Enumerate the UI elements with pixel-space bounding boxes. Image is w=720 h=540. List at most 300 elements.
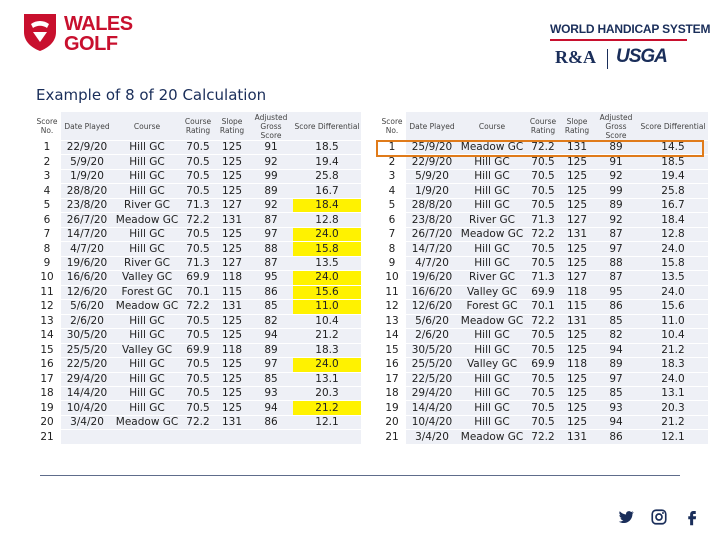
cell-slope-rating: 125 xyxy=(560,415,594,429)
whs-divider xyxy=(550,39,687,41)
cell-adjusted-gross-score: 82 xyxy=(594,329,638,343)
cell-score-differential: 18.4 xyxy=(638,213,708,227)
cell-score-no: 7 xyxy=(378,227,406,241)
table-row xyxy=(33,227,361,241)
twitter-icon[interactable] xyxy=(617,508,635,526)
cell-adjusted-gross-score: 91 xyxy=(249,141,293,155)
cell-adjusted-gross-score: 87 xyxy=(249,213,293,227)
new-score-highlight-box xyxy=(376,140,704,157)
cell-slope-rating: 125 xyxy=(560,198,594,212)
cell-course: Hill GC xyxy=(113,227,181,241)
table-body xyxy=(378,141,708,445)
cell-slope-rating: 125 xyxy=(560,169,594,183)
cell-course-rating: 70.5 xyxy=(181,141,215,155)
cell-score-differential: 10.4 xyxy=(293,314,361,328)
cell-adjusted-gross-score: 94 xyxy=(249,401,293,415)
cell-score-no: 4 xyxy=(33,184,61,198)
cell-slope-rating: 125 xyxy=(215,242,249,256)
table-row xyxy=(33,401,361,415)
header-slope-rating: Slope Rating xyxy=(560,112,594,141)
cell-score-differential: 10.4 xyxy=(638,329,708,343)
cell-slope-rating: 131 xyxy=(560,141,594,155)
facebook-icon[interactable] xyxy=(683,508,701,526)
table-row xyxy=(33,271,361,285)
cell-date-played: 3/4/20 xyxy=(406,430,458,444)
cell-adjusted-gross-score: 89 xyxy=(594,358,638,372)
cell-course: Hill GC xyxy=(458,242,526,256)
table-row xyxy=(378,271,708,285)
table-row xyxy=(378,198,708,212)
cell-score-no: 10 xyxy=(33,271,61,285)
cell-slope-rating: 131 xyxy=(215,300,249,314)
cell-course: Hill GC xyxy=(113,386,181,400)
cell-course-rating: 70.5 xyxy=(526,372,560,386)
cell-date-played: 23/8/20 xyxy=(406,213,458,227)
header-score-differential: Score Differential xyxy=(638,112,708,141)
header-slope-rating: Slope Rating xyxy=(215,112,249,141)
table-row xyxy=(33,386,361,400)
cell-score-no: 20 xyxy=(33,415,61,429)
cell-course-rating: 70.5 xyxy=(526,401,560,415)
table-row xyxy=(33,329,361,343)
cell-course: Hill GC xyxy=(458,198,526,212)
cell-score-differential: 21.2 xyxy=(638,343,708,357)
table-row xyxy=(378,169,708,183)
cell-score-differential: 16.7 xyxy=(293,184,361,198)
cell-adjusted-gross-score: 95 xyxy=(249,271,293,285)
cell-score-differential: 18.5 xyxy=(293,141,361,155)
table-row xyxy=(33,372,361,386)
cell-adjusted-gross-score: 97 xyxy=(594,372,638,386)
cell-course-rating: 70.5 xyxy=(181,227,215,241)
whs-logo xyxy=(550,22,711,73)
cell-course: River GC xyxy=(113,198,181,212)
brand-line2: GOLF xyxy=(64,33,118,55)
cell-course: Valley GC xyxy=(458,285,526,299)
cell-course-rating: 70.5 xyxy=(181,386,215,400)
table-row xyxy=(33,358,361,372)
cell-course-rating: 71.3 xyxy=(181,256,215,270)
cell-score-differential: 13.1 xyxy=(638,386,708,400)
cell-course-rating: 70.5 xyxy=(181,329,215,343)
cell-score-differential: 15.8 xyxy=(293,242,361,256)
cell-score-differential: 12.1 xyxy=(293,415,361,429)
cell-course-rating: 70.5 xyxy=(181,372,215,386)
cell-course-rating: 70.5 xyxy=(181,169,215,183)
cell-slope-rating: 125 xyxy=(560,386,594,400)
cell-course-rating: 70.5 xyxy=(181,314,215,328)
table-row xyxy=(33,184,361,198)
cell-score-differential: 13.5 xyxy=(638,271,708,285)
cell-score-no: 18 xyxy=(33,386,61,400)
cell-adjusted-gross-score: 95 xyxy=(594,285,638,299)
cell-score-differential: 12.1 xyxy=(638,430,708,444)
cell-score-differential: 20.3 xyxy=(293,386,361,400)
cell-score-no: 2 xyxy=(33,155,61,169)
table-row xyxy=(378,401,708,415)
cell-course-rating: 71.3 xyxy=(526,213,560,227)
cell-course: Hill GC xyxy=(458,169,526,183)
cell-course: Hill GC xyxy=(113,358,181,372)
cell-slope-rating: 131 xyxy=(560,430,594,444)
cell-date-played: 26/7/20 xyxy=(61,213,113,227)
cell-course-rating: 70.5 xyxy=(526,415,560,429)
cell-course: Hill GC xyxy=(458,386,526,400)
partner-logos xyxy=(550,47,690,73)
cell-slope-rating: 125 xyxy=(560,242,594,256)
cell-slope-rating: 125 xyxy=(215,314,249,328)
cell-course-rating: 72.2 xyxy=(526,314,560,328)
cell-course: Hill GC xyxy=(113,155,181,169)
cell-adjusted-gross-score: 97 xyxy=(249,227,293,241)
cell-course: Meadow GC xyxy=(458,430,526,444)
cell-course: Hill GC xyxy=(113,242,181,256)
cell-slope-rating: 125 xyxy=(215,155,249,169)
cell-date-played xyxy=(61,430,113,444)
cell-score-no: 11 xyxy=(33,285,61,299)
cell-score-differential: 21.2 xyxy=(638,415,708,429)
cell-score-no: 17 xyxy=(33,372,61,386)
cell-score-no: 12 xyxy=(33,300,61,314)
cell-date-played: 10/4/20 xyxy=(61,401,113,415)
table-row xyxy=(378,184,708,198)
cell-course: River GC xyxy=(458,213,526,227)
cell-adjusted-gross-score: 92 xyxy=(249,155,293,169)
cell-adjusted-gross-score: 89 xyxy=(249,184,293,198)
cell-score-no: 3 xyxy=(378,169,406,183)
cell-course: Hill GC xyxy=(458,155,526,169)
table-row xyxy=(33,141,361,155)
cell-date-played: 23/8/20 xyxy=(61,198,113,212)
cell-course-rating: 69.9 xyxy=(181,271,215,285)
cell-date-played: 14/7/20 xyxy=(61,227,113,241)
cell-slope-rating: 131 xyxy=(215,213,249,227)
cell-course-rating: 70.5 xyxy=(526,256,560,270)
cell-date-played: 19/6/20 xyxy=(406,271,458,285)
cell-course-rating: 70.5 xyxy=(526,198,560,212)
cell-date-played: 2/6/20 xyxy=(406,329,458,343)
cell-score-differential: 18.3 xyxy=(638,358,708,372)
cell-adjusted-gross-score: 92 xyxy=(249,198,293,212)
cell-adjusted-gross-score: 99 xyxy=(594,184,638,198)
cell-slope-rating: 125 xyxy=(560,343,594,357)
cell-adjusted-gross-score: 92 xyxy=(594,169,638,183)
cell-score-no: 19 xyxy=(33,401,61,415)
cell-score-no: 6 xyxy=(33,213,61,227)
table-row xyxy=(378,155,708,169)
cell-adjusted-gross-score: 87 xyxy=(594,227,638,241)
cell-slope-rating: 125 xyxy=(215,169,249,183)
cell-date-played: 16/6/20 xyxy=(406,285,458,299)
cell-score-no: 17 xyxy=(378,372,406,386)
cell-adjusted-gross-score: 94 xyxy=(249,329,293,343)
cell-course: Meadow GC xyxy=(113,213,181,227)
table-row xyxy=(378,415,708,429)
cell-slope-rating: 118 xyxy=(215,343,249,357)
cell-course: Hill GC xyxy=(113,401,181,415)
cell-date-played: 5/9/20 xyxy=(61,155,113,169)
cell-adjusted-gross-score: 86 xyxy=(249,285,293,299)
cell-slope-rating: 127 xyxy=(215,198,249,212)
cell-course: River GC xyxy=(458,271,526,285)
cell-score-differential: 24.0 xyxy=(638,242,708,256)
cell-score-no: 2 xyxy=(378,155,406,169)
header-date-played: Date Played xyxy=(406,112,458,141)
cell-score-no: 12 xyxy=(378,300,406,314)
table-body xyxy=(33,141,361,445)
cell-adjusted-gross-score: 91 xyxy=(594,155,638,169)
cell-adjusted-gross-score: 85 xyxy=(594,314,638,328)
cell-score-no: 9 xyxy=(378,256,406,270)
cell-date-played: 1/9/20 xyxy=(61,169,113,183)
header-score-no: Score No. xyxy=(378,112,406,141)
cell-score-differential: 13.5 xyxy=(293,256,361,270)
cell-course-rating: 72.2 xyxy=(526,430,560,444)
cell-date-played: 30/5/20 xyxy=(61,329,113,343)
cell-course-rating: 70.5 xyxy=(526,329,560,343)
header-adjusted-gross-score: Adjusted Gross Score xyxy=(594,112,638,141)
cell-score-no: 9 xyxy=(33,256,61,270)
header-course-rating: Course Rating xyxy=(181,112,215,141)
cell-slope-rating: 125 xyxy=(215,329,249,343)
table-row xyxy=(33,169,361,183)
cell-score-differential: 18.3 xyxy=(293,343,361,357)
cell-date-played: 29/4/20 xyxy=(61,372,113,386)
cell-course: Hill GC xyxy=(113,314,181,328)
cell-slope-rating: 125 xyxy=(215,184,249,198)
cell-course: Meadow GC xyxy=(458,227,526,241)
cell-course-rating: 70.5 xyxy=(181,401,215,415)
cell-score-differential: 19.4 xyxy=(293,155,361,169)
cell-score-no: 3 xyxy=(33,169,61,183)
cell-date-played: 1/9/20 xyxy=(406,184,458,198)
cell-score-differential: 11.0 xyxy=(638,314,708,328)
table-row xyxy=(33,198,361,212)
usga-logo: USGA xyxy=(616,46,667,67)
cell-course: Hill GC xyxy=(113,184,181,198)
cell-score-no: 19 xyxy=(378,401,406,415)
header-date-played: Date Played xyxy=(61,112,113,141)
cell-slope-rating: 131 xyxy=(560,227,594,241)
cell-adjusted-gross-score: 88 xyxy=(594,256,638,270)
table-row xyxy=(33,242,361,256)
cell-adjusted-gross-score: 82 xyxy=(249,314,293,328)
cell-date-played: 5/9/20 xyxy=(406,169,458,183)
cell-course-rating: 70.5 xyxy=(526,386,560,400)
cell-slope-rating: 127 xyxy=(560,271,594,285)
cell-course: Valley GC xyxy=(458,358,526,372)
table-row xyxy=(33,314,361,328)
table-row xyxy=(378,314,708,328)
cell-score-differential: 21.2 xyxy=(293,329,361,343)
cell-slope-rating: 115 xyxy=(560,300,594,314)
cell-date-played: 22/9/20 xyxy=(406,155,458,169)
cell-course-rating: 72.2 xyxy=(526,227,560,241)
cell-slope-rating xyxy=(215,430,249,444)
cell-score-differential: 21.2 xyxy=(293,401,361,415)
cell-score-no: 16 xyxy=(378,358,406,372)
cell-course: Hill GC xyxy=(458,401,526,415)
cell-slope-rating: 131 xyxy=(560,314,594,328)
cell-course-rating: 69.9 xyxy=(181,343,215,357)
cell-course: Hill GC xyxy=(113,372,181,386)
table-row xyxy=(378,343,708,357)
cell-score-differential: 13.1 xyxy=(293,372,361,386)
table-row xyxy=(33,155,361,169)
cell-adjusted-gross-score: 86 xyxy=(249,415,293,429)
cell-score-differential: 18.5 xyxy=(638,155,708,169)
cell-course-rating: 70.1 xyxy=(526,300,560,314)
cell-date-played: 22/9/20 xyxy=(61,141,113,155)
cell-adjusted-gross-score: 97 xyxy=(249,358,293,372)
cell-course: Hill GC xyxy=(458,184,526,198)
cell-course-rating: 72.2 xyxy=(181,415,215,429)
cell-date-played: 16/6/20 xyxy=(61,271,113,285)
footer-divider xyxy=(40,475,680,476)
cell-date-played: 30/5/20 xyxy=(406,343,458,357)
cell-score-differential: 24.0 xyxy=(638,372,708,386)
cell-score-no: 8 xyxy=(378,242,406,256)
cell-date-played: 12/6/20 xyxy=(406,300,458,314)
cell-score-no: 16 xyxy=(33,358,61,372)
cell-course-rating: 72.2 xyxy=(526,141,560,155)
cell-course: Meadow GC xyxy=(113,300,181,314)
cell-date-played: 12/6/20 xyxy=(61,285,113,299)
cell-course-rating: 70.5 xyxy=(526,155,560,169)
cell-slope-rating: 125 xyxy=(560,401,594,415)
cell-score-no: 14 xyxy=(378,329,406,343)
cell-adjusted-gross-score: 89 xyxy=(594,198,638,212)
cell-course-rating: 70.5 xyxy=(526,242,560,256)
cell-course-rating: 69.9 xyxy=(526,285,560,299)
cell-slope-rating: 115 xyxy=(215,285,249,299)
cell-adjusted-gross-score xyxy=(249,430,293,444)
cell-course: Hill GC xyxy=(458,329,526,343)
table-row xyxy=(378,213,708,227)
cell-course-rating: 71.3 xyxy=(526,271,560,285)
whs-title: WORLD HANDICAP SYSTEM xyxy=(550,22,711,36)
cell-course: Hill GC xyxy=(458,343,526,357)
scores-table-after xyxy=(378,112,708,445)
instagram-icon[interactable] xyxy=(650,508,668,526)
cell-slope-rating: 125 xyxy=(215,372,249,386)
cell-slope-rating: 131 xyxy=(215,415,249,429)
cell-date-played: 14/4/20 xyxy=(61,386,113,400)
brand-line1: WALES xyxy=(64,13,133,35)
header-course: Course xyxy=(113,112,181,141)
cell-slope-rating: 118 xyxy=(560,358,594,372)
cell-date-played: 26/7/20 xyxy=(406,227,458,241)
cell-score-no: 18 xyxy=(378,386,406,400)
cell-course-rating: 69.9 xyxy=(526,358,560,372)
cell-course-rating: 70.5 xyxy=(526,169,560,183)
cell-adjusted-gross-score: 89 xyxy=(594,141,638,155)
cell-date-played: 25/5/20 xyxy=(406,358,458,372)
cell-course: River GC xyxy=(113,256,181,270)
cell-score-no: 21 xyxy=(378,430,406,444)
cell-slope-rating: 127 xyxy=(215,256,249,270)
table-row xyxy=(378,227,708,241)
cell-slope-rating: 118 xyxy=(215,271,249,285)
cell-score-no: 21 xyxy=(33,430,61,444)
cell-course-rating: 72.2 xyxy=(181,213,215,227)
cell-date-played: 25/5/20 xyxy=(61,343,113,357)
table-row xyxy=(33,430,361,444)
table-row xyxy=(378,256,708,270)
cell-date-played: 28/8/20 xyxy=(61,184,113,198)
cell-score-no: 13 xyxy=(378,314,406,328)
cell-slope-rating: 127 xyxy=(560,213,594,227)
cell-score-no: 15 xyxy=(378,343,406,357)
cell-score-no: 6 xyxy=(378,213,406,227)
cell-course-rating: 70.5 xyxy=(181,358,215,372)
cell-course: Forest GC xyxy=(113,285,181,299)
cell-score-no: 1 xyxy=(378,141,406,155)
cell-course-rating: 70.5 xyxy=(181,242,215,256)
cell-date-played: 14/7/20 xyxy=(406,242,458,256)
page-title: Example of 8 of 20 Calculation xyxy=(36,86,267,104)
cell-course: Hill GC xyxy=(113,169,181,183)
cell-score-differential xyxy=(293,430,361,444)
header-course-rating: Course Rating xyxy=(526,112,560,141)
cell-score-differential: 12.8 xyxy=(638,227,708,241)
cell-score-differential: 24.0 xyxy=(293,271,361,285)
cell-adjusted-gross-score: 87 xyxy=(249,256,293,270)
cell-score-no: 13 xyxy=(33,314,61,328)
header-course: Course xyxy=(458,112,526,141)
cell-course: Meadow GC xyxy=(113,415,181,429)
cell-date-played: 10/4/20 xyxy=(406,415,458,429)
cell-adjusted-gross-score: 87 xyxy=(594,271,638,285)
cell-score-no: 5 xyxy=(33,198,61,212)
cell-slope-rating: 125 xyxy=(560,256,594,270)
cell-date-played: 5/6/20 xyxy=(61,300,113,314)
cell-score-no: 20 xyxy=(378,415,406,429)
cell-date-played: 2/6/20 xyxy=(61,314,113,328)
cell-course xyxy=(113,430,181,444)
cell-course: Hill GC xyxy=(113,329,181,343)
table-row xyxy=(33,285,361,299)
cell-score-no: 8 xyxy=(33,242,61,256)
table-row xyxy=(33,300,361,314)
table-row xyxy=(378,300,708,314)
table-row xyxy=(33,415,361,429)
cell-adjusted-gross-score: 93 xyxy=(249,386,293,400)
table-row xyxy=(378,386,708,400)
table-row xyxy=(378,430,708,444)
table-row xyxy=(378,242,708,256)
cell-score-differential: 15.6 xyxy=(638,300,708,314)
cell-score-differential: 25.8 xyxy=(293,169,361,183)
cell-adjusted-gross-score: 88 xyxy=(249,242,293,256)
cell-course-rating: 70.5 xyxy=(181,184,215,198)
cell-score-differential: 25.8 xyxy=(638,184,708,198)
cell-adjusted-gross-score: 89 xyxy=(249,343,293,357)
cell-slope-rating: 125 xyxy=(215,386,249,400)
cell-date-played: 4/7/20 xyxy=(406,256,458,270)
cell-course-rating xyxy=(181,430,215,444)
table-row xyxy=(378,372,708,386)
table-row xyxy=(33,343,361,357)
cell-score-differential: 20.3 xyxy=(638,401,708,415)
table-row xyxy=(33,256,361,270)
cell-score-no: 1 xyxy=(33,141,61,155)
cell-course: Meadow GC xyxy=(458,141,526,155)
cell-adjusted-gross-score: 86 xyxy=(594,430,638,444)
cell-slope-rating: 125 xyxy=(560,184,594,198)
header-score-differential: Score Differential xyxy=(293,112,361,141)
cell-slope-rating: 125 xyxy=(560,372,594,386)
